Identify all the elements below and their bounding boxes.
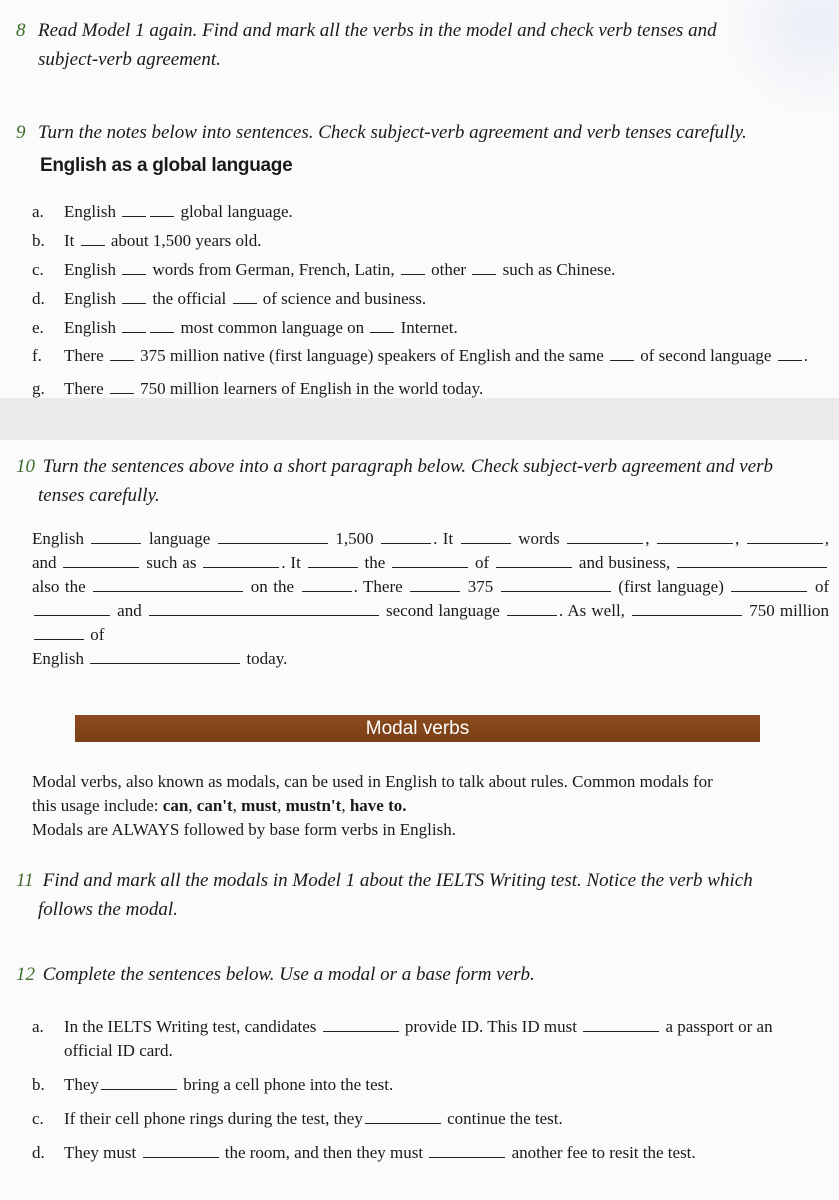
blank[interactable] [747, 529, 823, 544]
list-item: a. In the IELTS Writing test, candidates provide ID. This ID must a passport or an official ID card. [32, 1017, 773, 1060]
blank[interactable] [63, 553, 139, 568]
blank[interactable] [731, 577, 807, 592]
question-text: Turn the sentences above into a short paragraph below. Check subject-verb agreement and verb [42, 456, 774, 477]
question-number: 8 [16, 20, 26, 41]
question-11 [16, 866, 829, 924]
blank[interactable] [610, 346, 634, 361]
blank[interactable] [567, 529, 643, 544]
subheading: English as a global language [40, 155, 293, 176]
blank[interactable] [233, 289, 257, 304]
question-number: 11 [16, 870, 34, 891]
blank[interactable] [122, 289, 146, 304]
list-item: b. It about 1,500 years old. [32, 231, 262, 250]
blank[interactable] [91, 529, 141, 544]
list-item: d. They must the room, and then they must another fee to resit the test. [32, 1143, 696, 1162]
blank[interactable] [218, 529, 328, 544]
blank[interactable] [632, 601, 742, 616]
list-item: c. If their cell phone rings during the test, they continue the test. [32, 1109, 563, 1128]
blank[interactable] [501, 577, 611, 592]
question-text-cont: tenses carefully. [38, 485, 160, 506]
list-item: b. They bring a cell phone into the test. [32, 1075, 394, 1094]
modal-term: can't [196, 796, 233, 815]
blank[interactable] [410, 577, 460, 592]
section-banner [75, 715, 760, 742]
list-item: e. English most common language on Internet. [32, 318, 458, 337]
section-title: Modal verbs [365, 717, 470, 739]
question-8 [16, 16, 829, 74]
question-text: Complete the sentences below. Use a modal or a base form verb. [42, 964, 535, 985]
blank[interactable] [122, 260, 146, 275]
blank[interactable] [461, 529, 511, 544]
question-number: 12 [16, 964, 35, 985]
blank[interactable] [381, 529, 431, 544]
blank[interactable] [507, 601, 557, 616]
question-10 [16, 452, 829, 510]
blank[interactable] [401, 260, 425, 275]
modal-term: have to. [349, 796, 407, 815]
modal-term: can [162, 796, 189, 815]
list-item: f. There 375 million native (first language) speakers of English and the same of second language . [32, 346, 808, 365]
blank[interactable] [34, 601, 110, 616]
question-text-cont: follows the modal. [38, 899, 178, 920]
question-9 [16, 118, 829, 147]
blank[interactable] [496, 553, 572, 568]
question-text-cont: subject-verb agreement. [38, 49, 221, 70]
paragraph-exercise: English language 1,500 . It words , , , and such as . It the of and business, also the on the . There 375 (first language) of and second language . As well, 750 million of English today. [32, 529, 830, 668]
sentence-list [32, 1015, 831, 1165]
blank[interactable] [150, 202, 174, 217]
blank[interactable] [149, 601, 379, 616]
modal-info: Modal verbs, also known as modals, can be used in English to talk about rules. Common modals for this usage include: can, can't, must, mustn't, have to. Modals are ALWAYS followed by base form verbs in English. [32, 772, 713, 839]
blank[interactable] [323, 1017, 399, 1032]
notes-list [32, 197, 831, 403]
blank[interactable] [122, 202, 146, 217]
blank[interactable] [429, 1143, 505, 1158]
blank[interactable] [302, 577, 352, 592]
list-item: d. English the official of science and business. [32, 289, 427, 308]
question-number: 10 [16, 456, 35, 477]
blank[interactable] [150, 318, 174, 333]
blank[interactable] [365, 1109, 441, 1124]
question-number: 9 [16, 122, 26, 143]
blank[interactable] [392, 553, 468, 568]
blank[interactable] [34, 625, 84, 640]
question-12 [16, 960, 829, 989]
modal-term: must [241, 796, 278, 815]
blank[interactable] [90, 649, 240, 664]
background-band [0, 398, 839, 440]
list-item: a. English global language. [32, 202, 293, 221]
question-text: Turn the notes below into sentences. Check subject-verb agreement and verb tenses carefully. [38, 122, 747, 143]
question-text: Read Model 1 again. Find and mark all the verbs in the model and check verb tenses and [38, 20, 717, 41]
modal-term: mustn't [285, 796, 342, 815]
blank[interactable] [657, 529, 733, 544]
blank[interactable] [110, 379, 134, 394]
blank[interactable] [101, 1075, 177, 1090]
blank[interactable] [81, 231, 105, 246]
blank[interactable] [93, 577, 243, 592]
blank[interactable] [308, 553, 358, 568]
list-item: c. English words from German, French, Latin, other such as Chinese. [32, 260, 616, 279]
blank[interactable] [143, 1143, 219, 1158]
blank[interactable] [122, 318, 146, 333]
blank[interactable] [677, 553, 827, 568]
question-text: Find and mark all the modals in Model 1 about the IELTS Writing test. Notice the verb which [42, 870, 753, 891]
list-item: g. There 750 million learners of English in the world today. [32, 379, 484, 398]
blank[interactable] [778, 346, 802, 361]
blank[interactable] [110, 346, 134, 361]
blank[interactable] [472, 260, 496, 275]
blank[interactable] [583, 1017, 659, 1032]
blank[interactable] [370, 318, 394, 333]
blank[interactable] [203, 553, 279, 568]
